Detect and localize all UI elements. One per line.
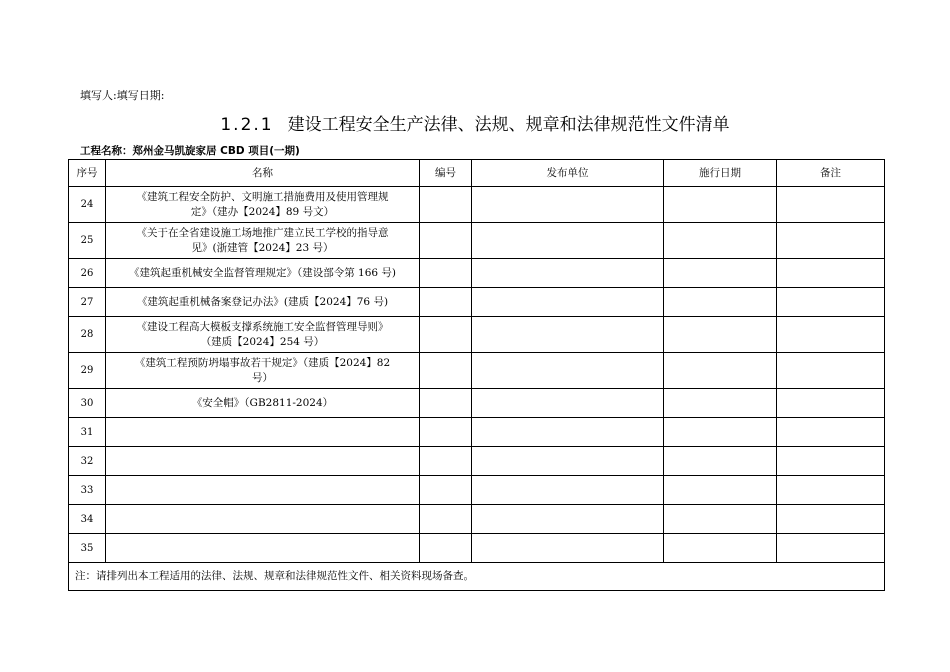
regulation-name (106, 223, 420, 259)
cell-publisher (472, 447, 664, 476)
cell-effective-date (664, 187, 777, 223)
cell-code (420, 223, 472, 259)
cell-publisher (472, 259, 664, 288)
regulation-name (106, 447, 420, 476)
cell-effective-date (664, 353, 777, 389)
cell-effective-date (664, 447, 777, 476)
regulation-name (106, 534, 420, 563)
row-index: 33 (69, 476, 106, 505)
table-row (69, 187, 885, 223)
cell-code (420, 288, 472, 317)
document-title (0, 113, 950, 137)
cell-remarks (777, 418, 885, 447)
regulation-name (106, 389, 420, 418)
table-row (69, 418, 885, 447)
cell-remarks (777, 353, 885, 389)
regulation-name-line: 号） (252, 371, 273, 384)
cell-remarks (777, 389, 885, 418)
cell-publisher (472, 353, 664, 389)
cell-publisher (472, 389, 664, 418)
regulation-name-line: 《建筑工程安全防护、文明施工措施费用及使用管理规 (136, 190, 389, 203)
table-row (69, 259, 885, 288)
table-row (69, 223, 885, 259)
regulation-name-line: 《建筑起重机械安全监督管理规定》（建设部令第 166 号) (128, 266, 397, 279)
project-name: 工程名称：郑州金马凯旋家居 CBD 项目(一期) (80, 145, 300, 157)
cell-code (420, 317, 472, 353)
cell-effective-date (664, 505, 777, 534)
cell-code (420, 418, 472, 447)
cell-publisher (472, 223, 664, 259)
regulation-name (106, 288, 420, 317)
row-index: 35 (69, 534, 106, 563)
regulation-name (106, 418, 420, 447)
table-row (69, 447, 885, 476)
cell-effective-date (664, 223, 777, 259)
cell-remarks (777, 505, 885, 534)
cell-remarks (777, 534, 885, 563)
row-index: 27 (69, 288, 106, 317)
column-header-name: 名称 (106, 160, 420, 187)
cell-code (420, 534, 472, 563)
cell-code (420, 447, 472, 476)
row-index: 28 (69, 317, 106, 353)
regulation-name-line: 定》（建办【2024】89 号文） (190, 205, 335, 218)
table-row (69, 288, 885, 317)
note-row (69, 563, 885, 591)
regulation-name (106, 353, 420, 389)
table-row (69, 476, 885, 505)
cell-effective-date (664, 389, 777, 418)
title-text: 建设工程安全生产法律、法规、规章和法律规范性文件清单 (287, 115, 730, 135)
row-index: 24 (69, 187, 106, 223)
row-index: 25 (69, 223, 106, 259)
cell-publisher (472, 505, 664, 534)
regulation-name-line: 《关于在全省建设施工场地推广建立民工学校的指导意 (136, 226, 389, 239)
table-row (69, 505, 885, 534)
column-header-remarks: 备注 (777, 160, 885, 187)
table-row (69, 389, 885, 418)
cell-code (420, 505, 472, 534)
column-header-code: 编号 (420, 160, 472, 187)
regulation-name-line: 《建筑起重机械备案登记办法》(建质【2024】76 号) (136, 295, 389, 308)
column-header-effective-date: 施行日期 (664, 160, 777, 187)
regulation-name (106, 259, 420, 288)
cell-effective-date (664, 418, 777, 447)
cell-code (420, 389, 472, 418)
cell-effective-date (664, 476, 777, 505)
cell-publisher (472, 418, 664, 447)
cell-remarks (777, 317, 885, 353)
cell-effective-date (664, 259, 777, 288)
cell-code (420, 353, 472, 389)
cell-publisher (472, 534, 664, 563)
column-header-index: 序号 (69, 160, 106, 187)
cell-code (420, 259, 472, 288)
row-index: 32 (69, 447, 106, 476)
title-number: 1.2.1 (220, 115, 274, 135)
table-note: 注：请排列出本工程适用的法律、法规、规章和法律规范性文件、相关资料现场备查。 (69, 563, 885, 591)
regulation-table (68, 159, 885, 591)
cell-remarks (777, 447, 885, 476)
table-row (69, 317, 885, 353)
regulation-name-line: 见》(浙建管【2024】23 号） (191, 241, 334, 254)
table-header-row (69, 160, 885, 187)
regulation-name (106, 317, 420, 353)
cell-remarks (777, 187, 885, 223)
cell-publisher (472, 476, 664, 505)
regulation-name (106, 476, 420, 505)
row-index: 34 (69, 505, 106, 534)
row-index: 29 (69, 353, 106, 389)
table-row (69, 534, 885, 563)
cell-effective-date (664, 317, 777, 353)
cell-code (420, 476, 472, 505)
cell-code (420, 187, 472, 223)
row-index: 30 (69, 389, 106, 418)
cell-publisher (472, 317, 664, 353)
cell-remarks (777, 288, 885, 317)
table-row (69, 353, 885, 389)
cell-publisher (472, 288, 664, 317)
filler-info: 填写人:填写日期: (80, 89, 165, 102)
row-index: 31 (69, 418, 106, 447)
cell-remarks (777, 223, 885, 259)
regulation-name (106, 187, 420, 223)
column-header-publisher: 发布单位 (472, 160, 664, 187)
cell-publisher (472, 187, 664, 223)
regulation-name-line: 《建筑工程预防坍塌事故若干规定》（建质【2024】82 (134, 356, 391, 369)
cell-effective-date (664, 288, 777, 317)
cell-remarks (777, 259, 885, 288)
cell-remarks (777, 476, 885, 505)
regulation-name-line: 《安全帽》（GB2811-2024） (191, 396, 334, 409)
row-index: 26 (69, 259, 106, 288)
regulation-name (106, 505, 420, 534)
regulation-name-line: （建质【2024】254 号） (200, 335, 325, 348)
cell-effective-date (664, 534, 777, 563)
regulation-name-line: 《建设工程高大模板支撑系统施工安全监督管理导则》 (136, 320, 389, 333)
